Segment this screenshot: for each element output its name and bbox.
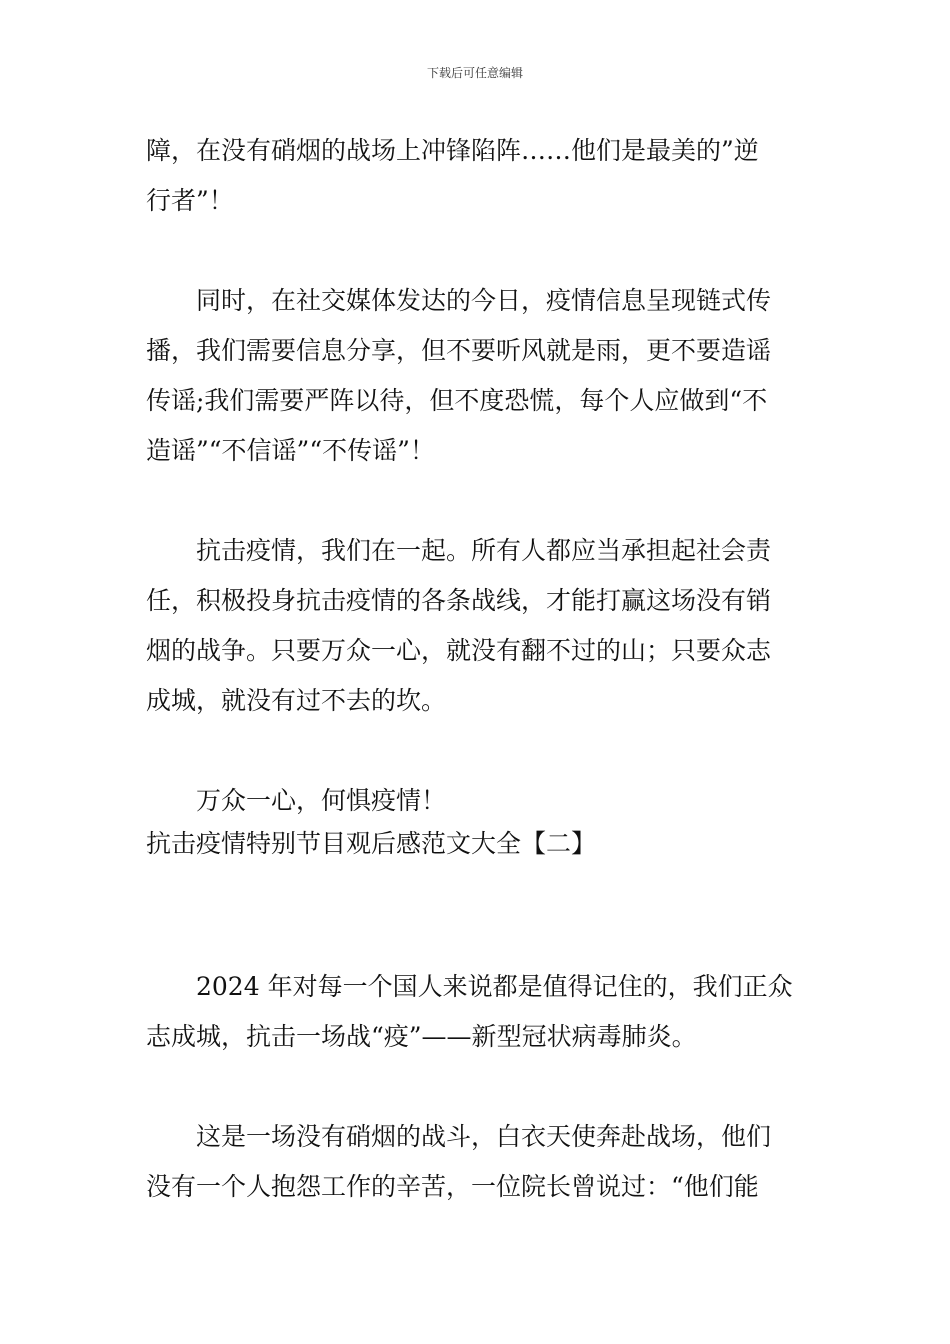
text-line: 播，我们需要信息分享，但不要听风就是雨，更不要造谣	[146, 336, 772, 365]
text-line: 传谣;我们需要严阵以待，但不度恐慌，每个人应做到“不	[146, 386, 768, 415]
text-line: 没有一个人抱怨工作的辛苦，一位院长曾说过：“他们能	[146, 1172, 759, 1201]
text-line: 同时，在社交媒体发达的今日，疫情信息呈现链式传	[196, 286, 772, 315]
paragraph-1	[146, 126, 806, 226]
paragraph-6	[146, 1112, 806, 1212]
paragraph-5	[146, 962, 806, 1062]
text-line: 这是一场没有硝烟的战斗，白衣天使奔赴战场，他们	[196, 1122, 772, 1151]
paragraph-2	[146, 276, 806, 476]
paragraph-4	[146, 776, 806, 826]
text-line: 造谣”“不信谣”“不传谣”！	[146, 436, 435, 465]
text-line: 万众一心，何惧疫情！	[196, 786, 447, 815]
text-line: 抗击疫情，我们在一起。所有人都应当承担起社会责	[196, 536, 772, 565]
document-body	[146, 126, 806, 1212]
text-line: 成城，就没有过不去的坎。	[146, 686, 447, 715]
text-line: 志成城，抗击一场战“疫”——新型冠状病毒肺炎。	[146, 1022, 697, 1051]
paragraph-3	[146, 526, 806, 726]
text-line: 烟的战争。只要万众一心，就没有翻不过的山；只要众志	[146, 636, 772, 665]
page-header: 下载后可任意编辑	[426, 66, 523, 80]
text-line: 障，在没有硝烟的战场上冲锋陷阵……他们是最美的”逆	[146, 136, 759, 165]
text-line: 任，积极投身抗击疫情的各条战线，才能打赢这场没有销	[146, 586, 772, 615]
section-title: 抗击疫情特别节目观后感范文大全【二】	[146, 829, 597, 858]
text-line: 行者”！	[146, 186, 234, 215]
text-line: 2024 年对每一个国人来说都是值得记住的，我们正众	[196, 972, 793, 1001]
